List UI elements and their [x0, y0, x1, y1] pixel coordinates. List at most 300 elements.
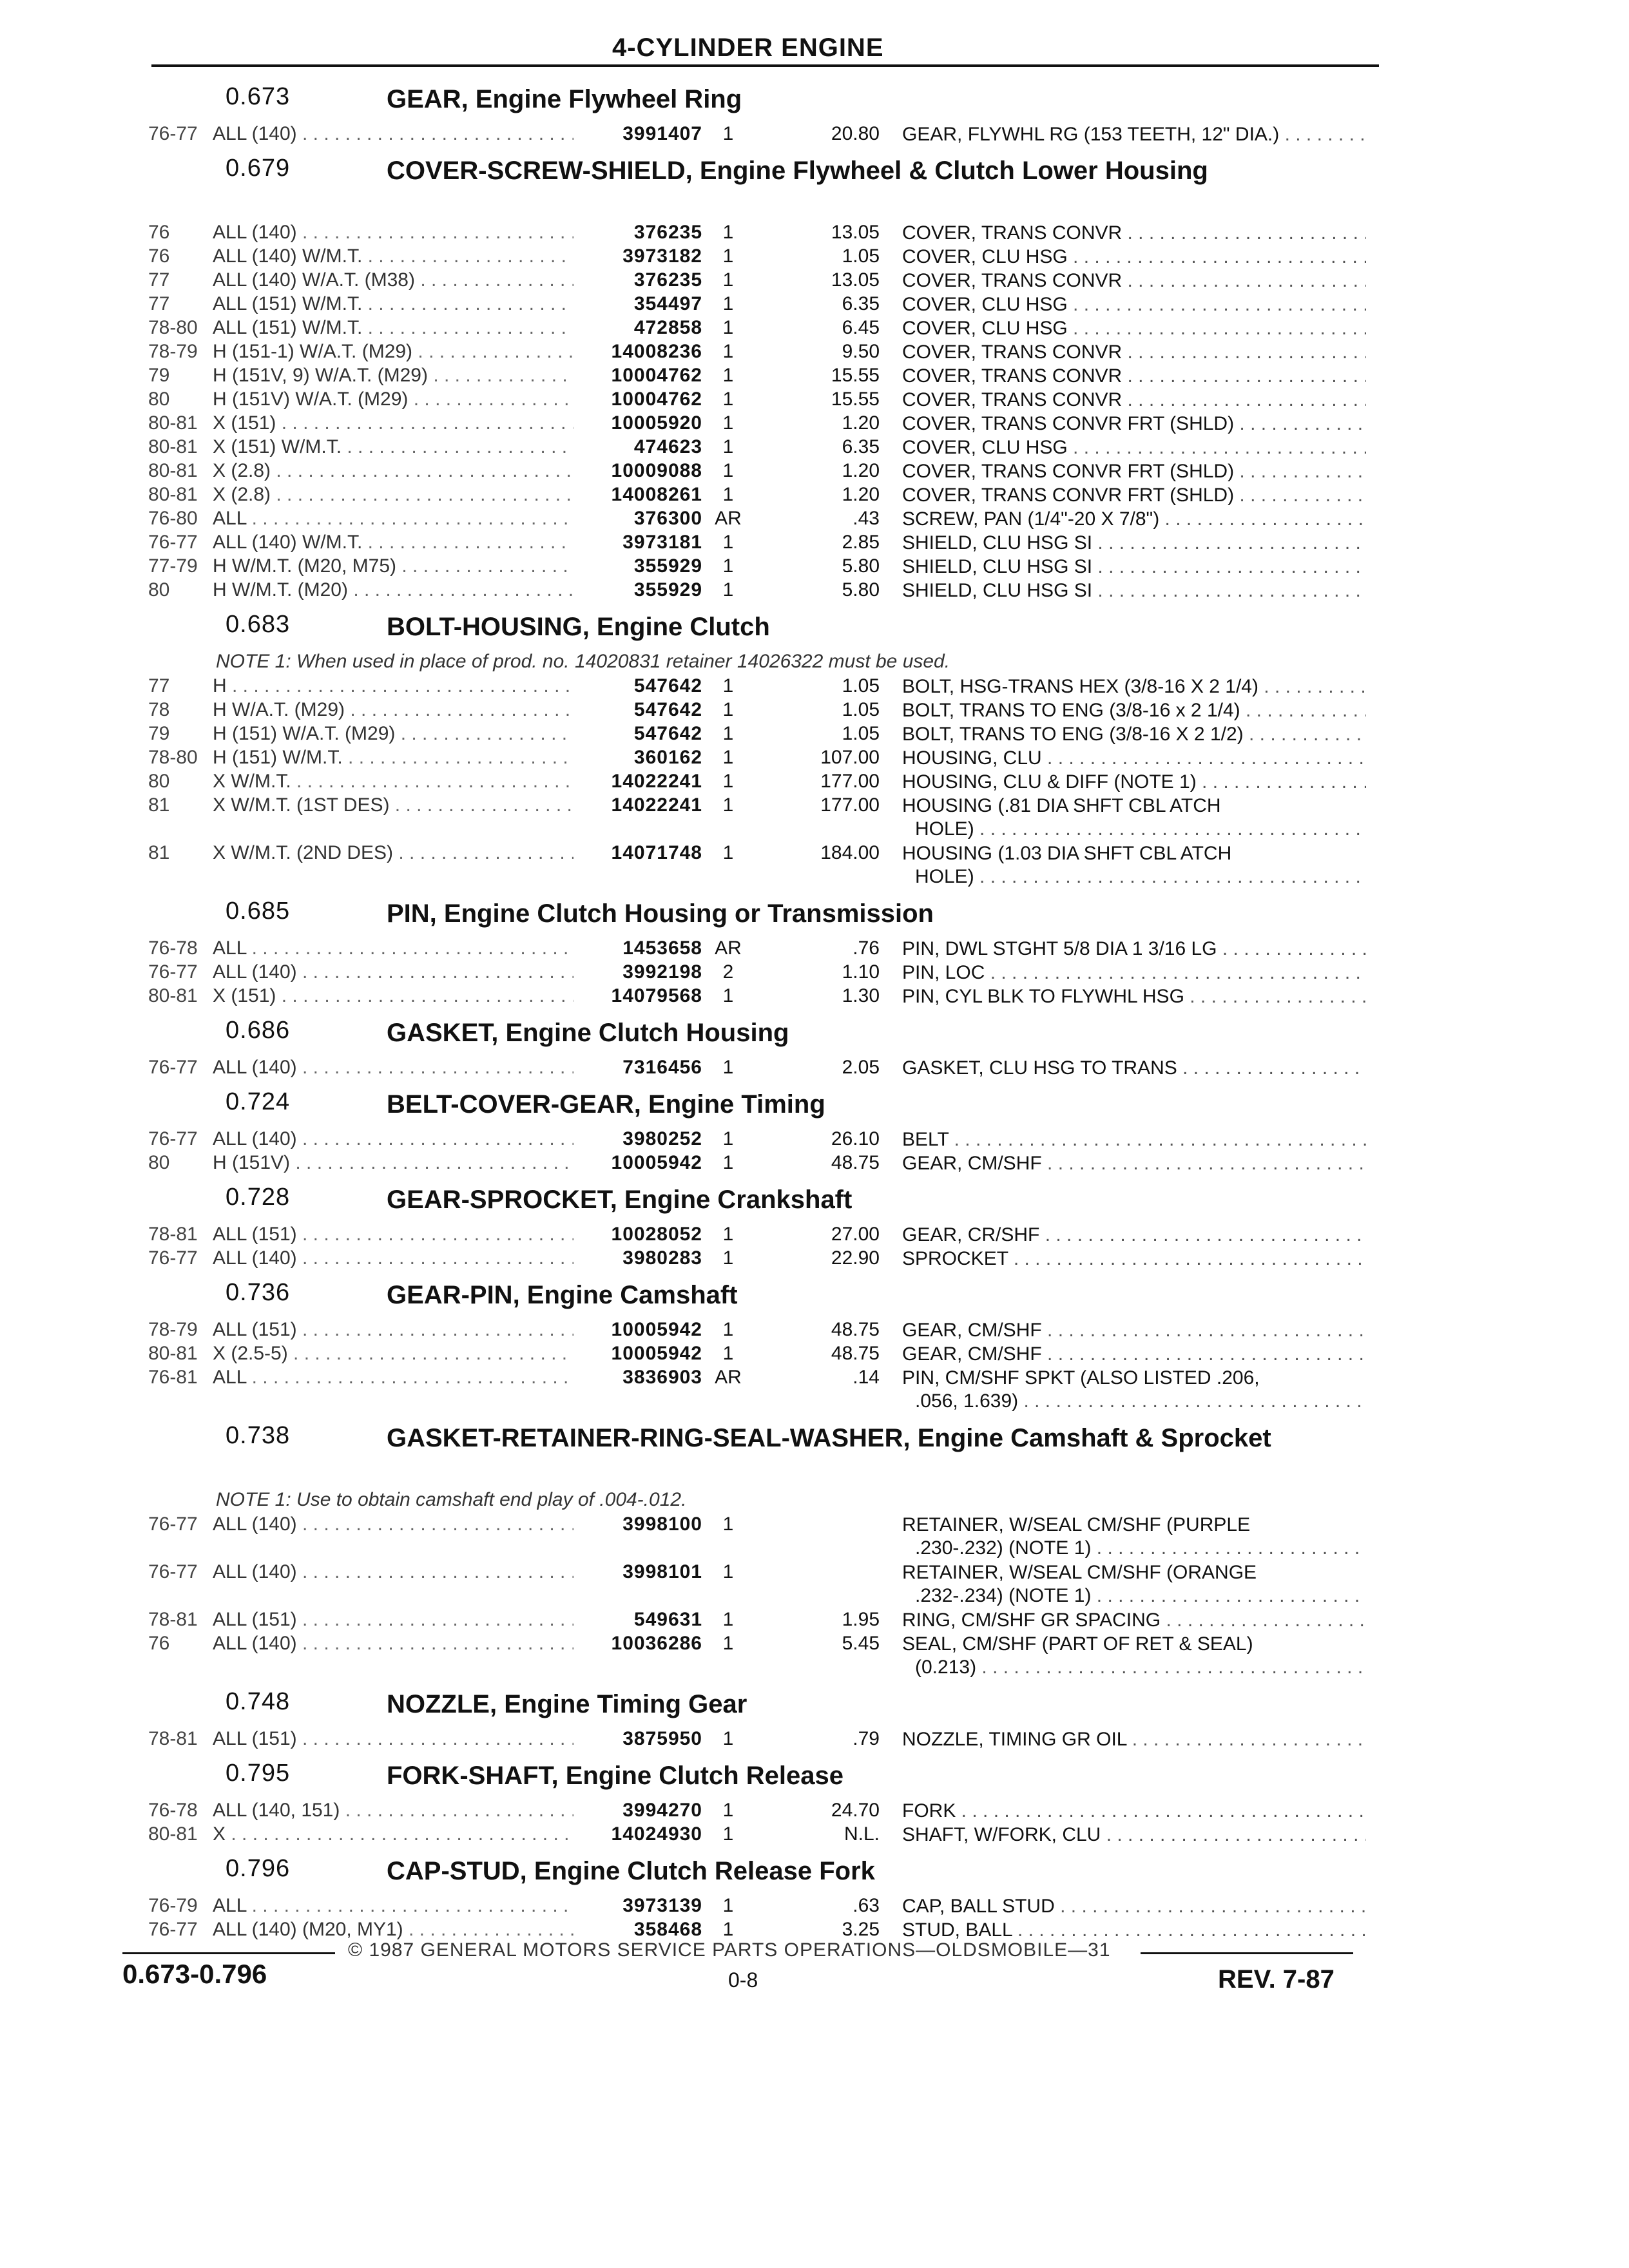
section-title: PIN, Engine Clutch Housing or Transmission: [387, 899, 934, 928]
quantity: 1: [722, 1057, 734, 1078]
model-years: 76-80: [148, 508, 198, 529]
description-line: PIN, DWL STGHT 5/8 DIA 1 3/16 LG . . .: [902, 937, 1366, 961]
footer-page-number: 0-8: [728, 1968, 758, 1992]
model-years: 76-77: [148, 1247, 198, 1269]
model-application: ALL (140) . . .: [213, 1247, 574, 1269]
part-description: [902, 1319, 1366, 1342]
part-description: [902, 771, 1366, 794]
quantity: 1: [722, 1247, 734, 1269]
model-years: 76-77: [148, 532, 198, 553]
model-years: 80: [148, 579, 170, 601]
price: 1.05: [842, 675, 880, 697]
section-note: NOTE 1: When used in place of prod. no. 14020831 retainer 14026322 must be used.: [216, 651, 950, 672]
model-years: 77: [148, 675, 170, 697]
parts-section: [0, 1686, 1629, 1752]
model-application: ALL (140) (M20, MY1) . . .: [213, 1919, 574, 1941]
part-number: 10009088: [611, 460, 702, 481]
part-row: [0, 341, 1629, 365]
part-row: [0, 532, 1629, 555]
price: N.L.: [843, 1823, 880, 1845]
part-number: 3973181: [622, 532, 702, 553]
model-application: X . . .: [213, 1823, 574, 1845]
section-heading: [0, 1086, 1629, 1128]
part-number: 3973182: [622, 245, 702, 267]
part-row: [0, 293, 1629, 317]
price: 20.80: [831, 123, 880, 144]
model-application: X (2.8) . . .: [213, 460, 574, 482]
part-row: [0, 508, 1629, 532]
part-row: [0, 1728, 1629, 1752]
part-description: [902, 1728, 1366, 1751]
description-line: COVER, TRANS CONVR . . .: [902, 269, 1366, 293]
price: 5.80: [842, 555, 880, 577]
model-years: 80-81: [148, 985, 198, 1006]
part-description: [902, 1919, 1366, 1942]
model-years: 76-77: [148, 1057, 198, 1078]
part-number: 547642: [633, 675, 702, 697]
quantity: 1: [722, 675, 734, 697]
model-years: 76-77: [148, 1128, 198, 1149]
part-number: 3836903: [622, 1367, 702, 1388]
part-row: [0, 675, 1629, 699]
description-line: STUD, BALL . . .: [902, 1919, 1366, 1942]
part-row: [0, 961, 1629, 985]
description-line: BOLT, TRANS TO ENG (3/8-16 x 2 1/4) . . .: [902, 699, 1366, 722]
part-number: 10005942: [611, 1343, 702, 1364]
part-number: 355929: [633, 579, 702, 601]
part-description: [902, 985, 1366, 1008]
description-line: SHIELD, CLU HSG SI . . .: [902, 555, 1366, 579]
price: 2.05: [842, 1057, 880, 1078]
model-years: 80-81: [148, 1343, 198, 1364]
model-years: 78-81: [148, 1609, 198, 1630]
part-description: [902, 1633, 1366, 1679]
part-description: [902, 555, 1366, 579]
quantity: 2: [722, 961, 734, 983]
description-line: PIN, LOC . . .: [902, 961, 1366, 985]
description-line: COVER, TRANS CONVR . . .: [902, 389, 1366, 412]
quantity: 1: [722, 412, 734, 434]
quantity: 1: [722, 293, 734, 314]
part-number: 355929: [633, 555, 702, 577]
part-row: [0, 794, 1629, 842]
model-application: ALL (140) . . .: [213, 1561, 574, 1583]
description-line: RING, CM/SHF GR SPACING . . .: [902, 1609, 1366, 1632]
quantity: 1: [722, 341, 734, 362]
part-number: 3973139: [622, 1895, 702, 1916]
description-continuation: .230-.232) (NOTE 1) . . .: [902, 1537, 1366, 1560]
quantity: 1: [722, 484, 734, 505]
part-row: [0, 222, 1629, 245]
quantity: 1: [722, 1609, 734, 1630]
price: 1.05: [842, 699, 880, 720]
model-years: 76: [148, 245, 170, 267]
part-row: [0, 771, 1629, 794]
price: 2.85: [842, 532, 880, 553]
model-years: 78-80: [148, 747, 198, 768]
price: 3.25: [842, 1919, 880, 1940]
part-description: [902, 1609, 1366, 1632]
description-line: GEAR, CR/SHF . . .: [902, 1224, 1366, 1247]
quantity: AR: [715, 1367, 742, 1388]
part-number: 10005920: [611, 412, 702, 434]
quantity: 1: [722, 1514, 734, 1535]
model-years: 80: [148, 1152, 170, 1173]
model-years: 77-79: [148, 555, 198, 577]
part-row: [0, 269, 1629, 293]
part-number: 10036286: [611, 1633, 702, 1654]
model-application: X (151) . . .: [213, 412, 574, 434]
model-application: H W/A.T. (M29) . . .: [213, 699, 574, 721]
part-row: [0, 1224, 1629, 1247]
section-heading: [0, 81, 1629, 123]
section-number: 0.796: [226, 1855, 291, 1882]
part-description: [902, 1895, 1366, 1918]
model-years: 80-81: [148, 412, 198, 434]
model-years: 76-77: [148, 961, 198, 983]
part-row: [0, 747, 1629, 771]
part-row: [0, 723, 1629, 747]
part-number: 14022241: [611, 771, 702, 792]
quantity: 1: [722, 1919, 734, 1940]
section-number: 0.728: [226, 1184, 291, 1211]
section-title: BOLT-HOUSING, Engine Clutch: [387, 613, 770, 641]
model-application: H (151-1) W/A.T. (M29) . . .: [213, 341, 574, 363]
header-divider: [151, 64, 1379, 67]
part-description: [902, 123, 1366, 146]
part-row: [0, 484, 1629, 508]
section-number: 0.748: [226, 1688, 291, 1715]
description-line: HOUSING, CLU . . .: [902, 747, 1366, 770]
section-heading: [0, 608, 1629, 651]
part-description: [902, 1514, 1366, 1560]
model-years: 78-81: [148, 1728, 198, 1749]
part-description: [902, 699, 1366, 722]
description-line: PIN, CYL BLK TO FLYWHL HSG . . .: [902, 985, 1366, 1008]
model-application: H W/M.T. (M20) . . .: [213, 579, 574, 601]
quantity: 1: [722, 317, 734, 338]
part-description: [902, 723, 1366, 746]
quantity: 1: [722, 747, 734, 768]
part-number: 14022241: [611, 794, 702, 816]
part-row: [0, 412, 1629, 436]
description-line: COVER, TRANS CONVR . . .: [902, 341, 1366, 364]
part-number: 14024930: [611, 1823, 702, 1845]
part-number: 10005942: [611, 1152, 702, 1173]
part-description: [902, 579, 1366, 602]
part-row: [0, 555, 1629, 579]
section-title: BELT-COVER-GEAR, Engine Timing: [387, 1090, 825, 1119]
part-number: 3994270: [622, 1800, 702, 1821]
description-line: HOUSING (1.03 DIA SHFT CBL ATCH: [902, 843, 1232, 864]
price: 15.55: [831, 389, 880, 410]
parts-section: [0, 1419, 1629, 1680]
quantity: 1: [722, 436, 734, 457]
part-row: [0, 842, 1629, 890]
part-description: [902, 293, 1366, 316]
description-line: COVER, CLU HSG . . .: [902, 317, 1366, 340]
description-line: HOUSING, CLU & DIFF (NOTE 1) . . .: [902, 771, 1366, 794]
price: 1.95: [842, 1609, 880, 1630]
model-application: H (151V) W/A.T. (M29) . . .: [213, 389, 574, 410]
model-years: 76: [148, 222, 170, 243]
quantity: 1: [722, 1823, 734, 1845]
price: 1.10: [842, 961, 880, 983]
part-row: [0, 317, 1629, 341]
section-title: GEAR-SPROCKET, Engine Crankshaft: [387, 1186, 853, 1214]
part-number: 549631: [633, 1609, 702, 1630]
section-number: 0.724: [226, 1088, 291, 1115]
description-line: COVER, TRANS CONVR . . .: [902, 365, 1366, 388]
description-line: GEAR, CM/SHF . . .: [902, 1343, 1366, 1366]
price: 6.35: [842, 436, 880, 457]
part-description: [902, 1152, 1366, 1175]
part-description: [902, 842, 1366, 889]
model-years: 76-78: [148, 937, 198, 959]
footer-revision: REV. 7-87: [1218, 1965, 1335, 1994]
parts-section: [0, 895, 1629, 1009]
section-heading: [0, 1686, 1629, 1728]
model-years: 76: [148, 1633, 170, 1654]
part-description: [902, 1823, 1366, 1847]
price: 177.00: [820, 794, 880, 816]
model-application: X W/M.T. . . .: [213, 771, 574, 793]
part-number: 3998101: [622, 1561, 702, 1582]
section-title: GASKET-RETAINER-RING-SEAL-WASHER, Engine Camshaft & Sprocket: [387, 1424, 1271, 1452]
quantity: 1: [722, 794, 734, 816]
model-years: 76-77: [148, 1919, 198, 1940]
model-application: H (151V, 9) W/A.T. (M29) . . .: [213, 365, 574, 387]
quantity: 1: [722, 1152, 734, 1173]
price: 6.35: [842, 293, 880, 314]
quantity: 1: [722, 1343, 734, 1364]
part-description: [902, 508, 1366, 531]
section-heading: [0, 1852, 1629, 1895]
part-row: [0, 1514, 1629, 1561]
model-application: ALL (140) . . .: [213, 1128, 574, 1150]
section-heading: [0, 1181, 1629, 1224]
part-description: [902, 436, 1366, 459]
model-application: ALL (151) . . .: [213, 1609, 574, 1631]
part-description: [902, 460, 1366, 483]
model-application: X W/M.T. (1ST DES) . . .: [213, 794, 574, 816]
model-years: 80-81: [148, 484, 198, 505]
part-row: [0, 1561, 1629, 1609]
description-line: BOLT, TRANS TO ENG (3/8-16 X 2 1/2) . . .: [902, 723, 1366, 746]
part-row: [0, 1247, 1629, 1271]
quantity: 1: [722, 1319, 734, 1340]
part-number: 1453658: [622, 937, 702, 959]
model-application: ALL (151) . . .: [213, 1319, 574, 1341]
parts-section: [0, 81, 1629, 147]
section-title: GEAR, Engine Flywheel Ring: [387, 85, 742, 113]
quantity: 1: [722, 222, 734, 243]
part-row: [0, 1367, 1629, 1414]
part-description: [902, 1247, 1366, 1271]
section-number: 0.738: [226, 1422, 291, 1449]
price: 5.80: [842, 579, 880, 601]
section-title: CAP-STUD, Engine Clutch Release Fork: [387, 1857, 875, 1885]
quantity: AR: [715, 937, 742, 959]
part-number: 354497: [633, 293, 702, 314]
description-line: COVER, TRANS CONVR FRT (SHLD) . . .: [902, 412, 1366, 436]
part-number: 472858: [633, 317, 702, 338]
part-row: [0, 1823, 1629, 1847]
price: 48.75: [831, 1343, 880, 1364]
model-application: ALL (140) W/A.T. (M38) . . .: [213, 269, 574, 291]
model-application: ALL (140) . . .: [213, 222, 574, 244]
price: .63: [853, 1895, 880, 1916]
price: .76: [853, 937, 880, 959]
quantity: 1: [722, 245, 734, 267]
part-number: 10004762: [611, 389, 702, 410]
footer-divider-left: [122, 1952, 335, 1954]
model-years: 76-81: [148, 1367, 198, 1388]
price: 107.00: [820, 747, 880, 768]
part-description: [902, 1561, 1366, 1608]
description-line: COVER, CLU HSG . . .: [902, 436, 1366, 459]
description-continuation: (0.213) . . .: [902, 1656, 1366, 1679]
quantity: 1: [722, 532, 734, 553]
price: 1.20: [842, 412, 880, 434]
part-number: 10004762: [611, 365, 702, 386]
price: 5.45: [842, 1633, 880, 1654]
model-years: 79: [148, 365, 170, 386]
part-description: [902, 412, 1366, 436]
price: 1.30: [842, 985, 880, 1006]
footer-copyright: © 1987 GENERAL MOTORS SERVICE PARTS OPERATIONS—OLDSMOBILE—31: [348, 1939, 1111, 1961]
quantity: 1: [722, 123, 734, 144]
model-years: 78: [148, 699, 170, 720]
page-title: 4-CYLINDER ENGINE: [612, 34, 884, 62]
section-heading: [0, 1419, 1629, 1489]
description-line: RETAINER, W/SEAL CM/SHF (PURPLE: [902, 1514, 1251, 1535]
section-number: 0.795: [226, 1760, 291, 1787]
part-number: 474623: [633, 436, 702, 457]
description-line: HOUSING (.81 DIA SHFT CBL ATCH: [902, 795, 1221, 816]
part-row: [0, 1895, 1629, 1919]
model-years: 80-81: [148, 436, 198, 457]
model-years: 78-80: [148, 317, 198, 338]
model-application: X (2.8) . . .: [213, 484, 574, 506]
model-application: X W/M.T. (2ND DES) . . .: [213, 842, 574, 864]
model-application: H . . .: [213, 675, 574, 697]
description-line: GEAR, CM/SHF . . .: [902, 1319, 1366, 1342]
price: 6.45: [842, 317, 880, 338]
part-description: [902, 317, 1366, 340]
section-heading: [0, 1276, 1629, 1319]
model-application: ALL . . .: [213, 1895, 574, 1917]
parts-section: [0, 1757, 1629, 1847]
model-application: ALL (140) . . .: [213, 1514, 574, 1535]
section-number: 0.685: [226, 898, 291, 925]
section-title: COVER-SCREW-SHIELD, Engine Flywheel & Clutch Lower Housing: [387, 157, 1208, 185]
part-number: 360162: [633, 747, 702, 768]
description-line: SHAFT, W/FORK, CLU . . .: [902, 1823, 1366, 1847]
model-application: ALL . . .: [213, 508, 574, 530]
model-years: 77: [148, 269, 170, 291]
part-description: [902, 1800, 1366, 1823]
price: 9.50: [842, 341, 880, 362]
footer-group-range: 0.673-0.796: [122, 1959, 267, 1989]
parts-section: [0, 152, 1629, 603]
part-description: [902, 1224, 1366, 1247]
quantity: 1: [722, 365, 734, 386]
model-years: 80-81: [148, 460, 198, 481]
part-description: [902, 1057, 1366, 1080]
model-application: ALL . . .: [213, 1367, 574, 1389]
parts-section: [0, 1086, 1629, 1176]
section-heading: [0, 152, 1629, 222]
part-row: [0, 699, 1629, 723]
part-row: [0, 1633, 1629, 1680]
part-description: [902, 675, 1366, 698]
description-line: RETAINER, W/SEAL CM/SHF (ORANGE: [902, 1562, 1257, 1583]
model-application: ALL . . .: [213, 937, 574, 959]
model-application: ALL (140) W/M.T. . . .: [213, 245, 574, 267]
part-row: [0, 436, 1629, 460]
part-number: 14071748: [611, 842, 702, 863]
model-years: 78-81: [148, 1224, 198, 1245]
part-number: 10005942: [611, 1319, 702, 1340]
model-application: X (151) W/M.T. . . .: [213, 436, 574, 458]
model-application: H W/M.T. (M20, M75) . . .: [213, 555, 574, 577]
description-line: COVER, CLU HSG . . .: [902, 293, 1366, 316]
quantity: 1: [722, 1633, 734, 1654]
description-line: COVER, TRANS CONVR . . .: [902, 222, 1366, 245]
description-line: SHIELD, CLU HSG SI . . .: [902, 579, 1366, 602]
parts-section: [0, 1276, 1629, 1414]
description-line: PIN, CM/SHF SPKT (ALSO LISTED .206,: [902, 1367, 1260, 1389]
description-line: GASKET, CLU HSG TO TRANS . . .: [902, 1057, 1366, 1080]
section-title: FORK-SHAFT, Engine Clutch Release: [387, 1762, 843, 1790]
model-years: 79: [148, 723, 170, 744]
quantity: AR: [715, 508, 742, 529]
quantity: 1: [722, 723, 734, 744]
part-row: [0, 1057, 1629, 1081]
section-number: 0.683: [226, 611, 291, 638]
part-description: [902, 1367, 1366, 1413]
part-number: 3991407: [622, 123, 702, 144]
model-application: H (151) W/M.T. . . .: [213, 747, 574, 769]
part-number: 3998100: [622, 1514, 702, 1535]
part-row: [0, 245, 1629, 269]
part-row: [0, 1800, 1629, 1823]
quantity: 1: [722, 269, 734, 291]
section-heading: [0, 1014, 1629, 1057]
part-description: [902, 794, 1366, 841]
model-years: 81: [148, 842, 170, 863]
price: 26.10: [831, 1128, 880, 1149]
part-row: [0, 389, 1629, 412]
section-note: NOTE 1: Use to obtain camshaft end play of .004-.012.: [216, 1489, 687, 1510]
part-row: [0, 1343, 1629, 1367]
model-application: ALL (140) . . .: [213, 1057, 574, 1079]
section-number: 0.679: [226, 155, 291, 182]
description-line: FORK . . .: [902, 1800, 1366, 1823]
price: 1.05: [842, 245, 880, 267]
part-number: 3875950: [622, 1728, 702, 1749]
section-heading: [0, 1757, 1629, 1800]
part-description: [902, 961, 1366, 985]
price: 48.75: [831, 1319, 880, 1340]
part-description: [902, 222, 1366, 245]
description-continuation: .232-.234) (NOTE 1) . . .: [902, 1584, 1366, 1608]
section-title: GEAR-PIN, Engine Camshaft: [387, 1281, 738, 1309]
part-row: [0, 579, 1629, 603]
model-years: 80: [148, 389, 170, 410]
quantity: 1: [722, 1800, 734, 1821]
